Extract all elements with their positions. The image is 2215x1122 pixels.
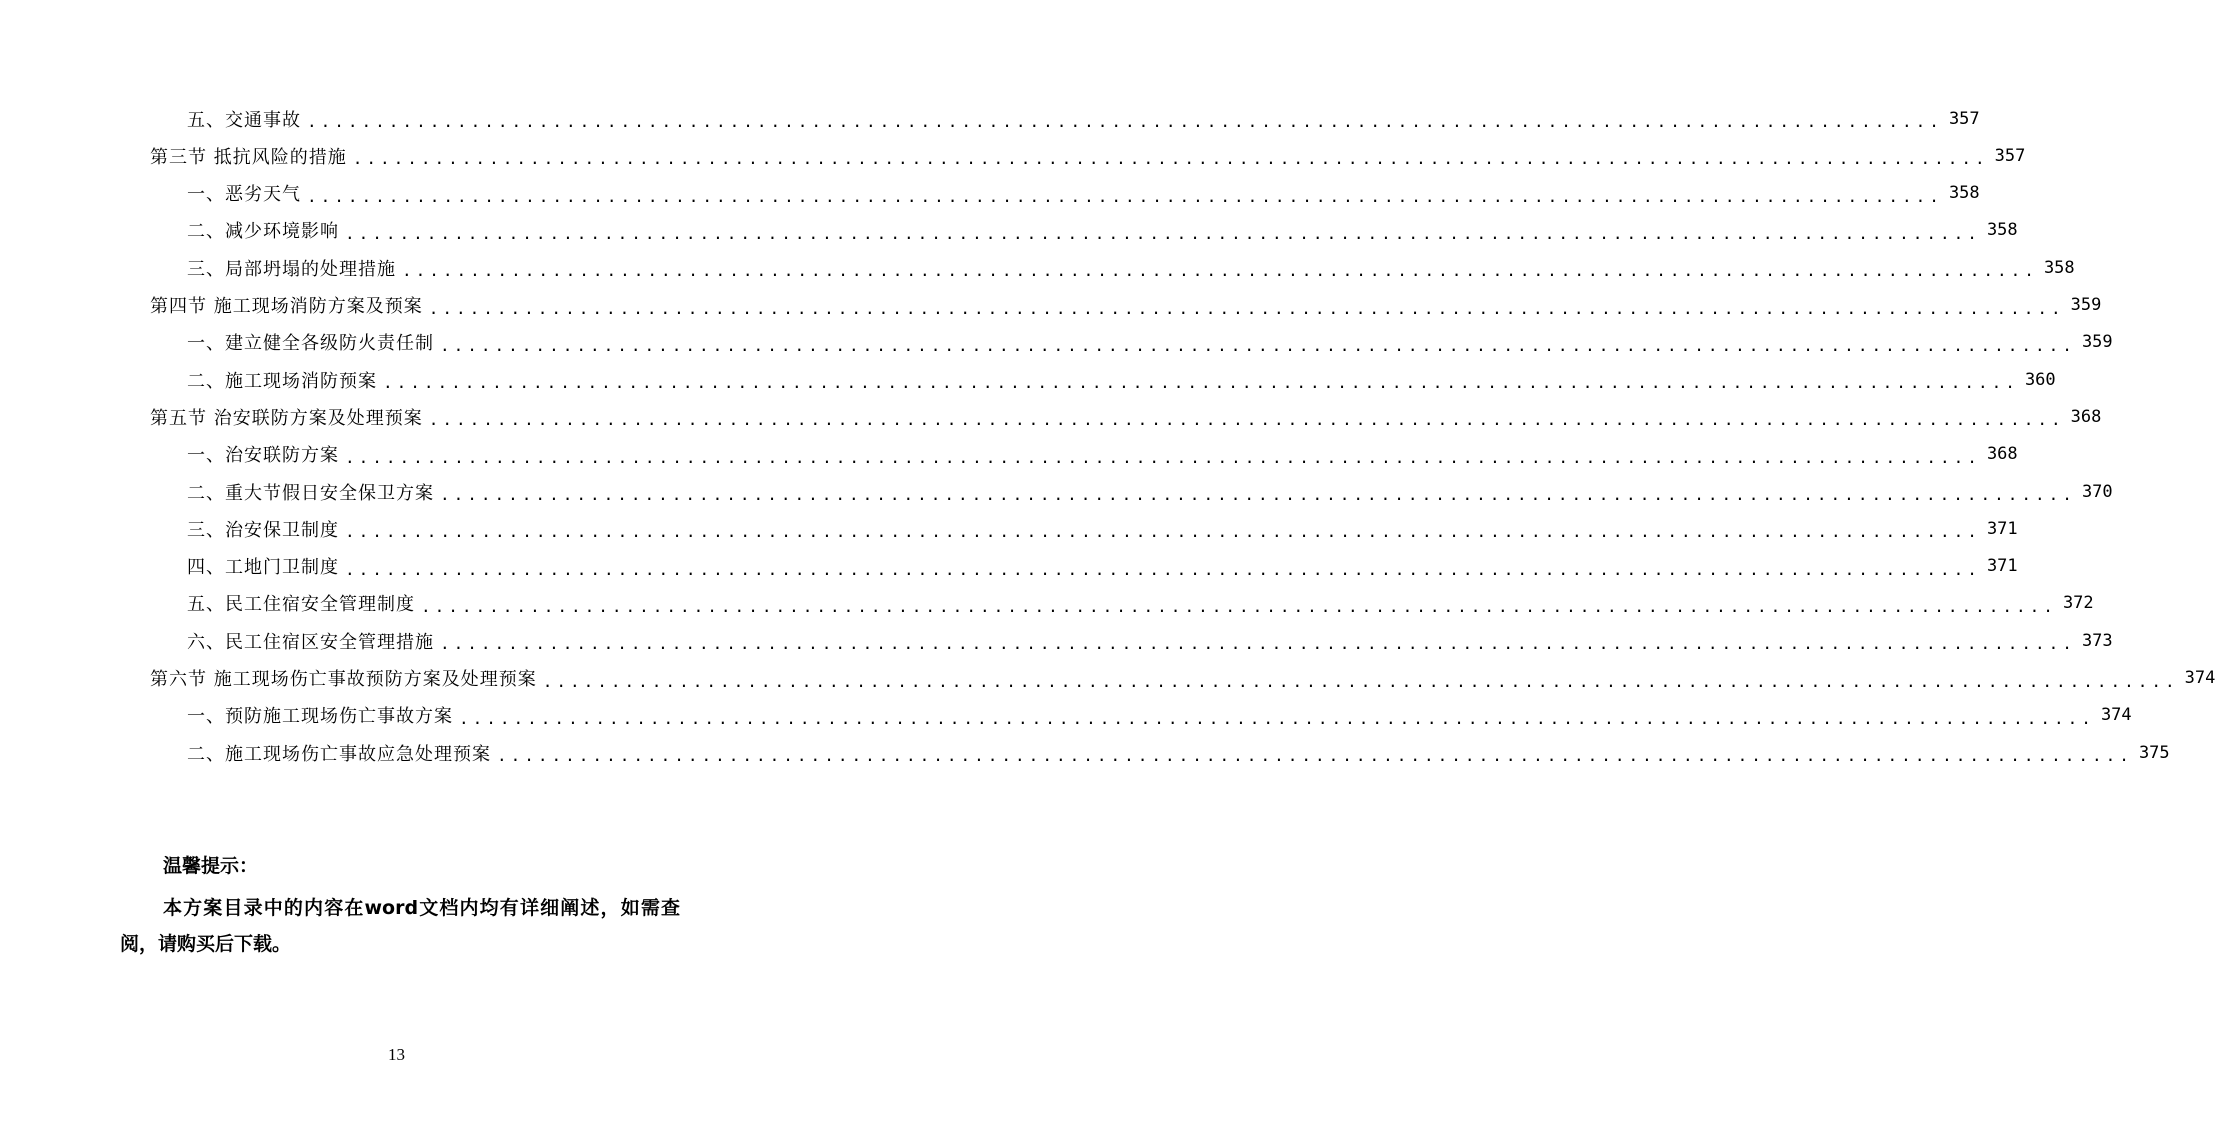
- toc-item-entry: [187, 548, 2018, 585]
- toc-dot-leader: ........................................................................................................................: [307, 186, 1943, 206]
- notice-block: [120, 848, 680, 962]
- toc-dot-leader: ........................................................................................................................: [352, 149, 1989, 169]
- toc-entry-page: 359: [2070, 295, 2102, 315]
- toc-dot-leader: ........................................................................................................................: [345, 522, 1981, 542]
- toc-dot-leader: ........................................................................................................................: [542, 671, 2179, 691]
- toc-dot-leader: ........................................................................................................................: [383, 373, 2019, 393]
- toc-entry-title: 六、民工住宿区安全管理措施: [187, 631, 434, 653]
- toc-entry-page: 358: [2043, 257, 2075, 278]
- toc-entry-title: 一、预防施工现场伤亡事故方案: [187, 706, 453, 728]
- toc-entry-page: 358: [1986, 220, 2018, 241]
- toc-item-entry: [187, 212, 2018, 249]
- toc-entry-page: 368: [2070, 406, 2102, 427]
- toc-section-entry: [150, 137, 2026, 174]
- toc-entry-title: 五、交通事故: [187, 109, 301, 131]
- toc-dot-leader: ........................................................................................................................: [421, 596, 2057, 616]
- toc-dot-leader: ........................................................................................................................: [345, 223, 1981, 243]
- toc-entry-title: 三、治安保卫制度: [187, 519, 339, 541]
- toc-entry-page: 372: [2062, 593, 2094, 614]
- toc-entry-title: 一、建立健全各级防火责任制: [187, 333, 434, 355]
- toc-entry-title: 二、减少环境影响: [187, 221, 339, 243]
- toc-entry-title: 三、局部坍塌的处理措施: [187, 258, 396, 280]
- toc-dot-leader: ........................................................................................................................: [307, 112, 1943, 131]
- toc-dot-leader: ........................................................................................................................: [459, 708, 2095, 728]
- toc-dot-leader: ........................................................................................................................: [428, 298, 2065, 318]
- toc-item-entry: [187, 585, 2094, 622]
- toc-dot-leader: ........................................................................................................................: [440, 485, 2076, 504]
- toc-dot-leader: ........................................................................................................................: [345, 447, 1981, 467]
- toc-dot-leader: ........................................................................................................................: [497, 746, 2133, 766]
- toc-item-entry: [187, 697, 2132, 734]
- toc-entry-title: 二、重大节假日安全保卫方案: [187, 482, 434, 504]
- toc-item-entry: [187, 100, 1980, 137]
- toc-entry-page: 374: [2100, 705, 2132, 726]
- toc-item-entry: [187, 473, 2113, 510]
- toc-entry-page: 357: [1994, 145, 2026, 166]
- toc-entry-title: 二、施工现场伤亡事故应急处理预案: [187, 743, 491, 765]
- toc-dot-leader: ........................................................................................................................: [428, 410, 2065, 430]
- toc-entry-page: 357: [1948, 108, 1980, 129]
- toc-entry-page: 360: [2024, 369, 2056, 390]
- toc-item-entry: [187, 734, 2170, 771]
- toc-entry-page: 375: [2138, 742, 2170, 763]
- toc-section-entry: [150, 398, 2102, 435]
- toc-entry-title: 二、施工现场消防预案: [187, 370, 377, 392]
- toc-section-entry: [150, 660, 2215, 697]
- toc-entry-page: 374: [2184, 668, 2215, 688]
- toc-entry-title: 四、工地门卫制度: [187, 557, 339, 579]
- toc-dot-leader: ........................................................................................................................: [440, 634, 2076, 654]
- toc-entry-title: 五、民工住宿安全管理制度: [187, 594, 415, 616]
- toc-entry-page: 371: [1986, 556, 2018, 577]
- toc-entry-title: 一、恶劣天气: [187, 184, 301, 206]
- toc-entry-title: 第五节 治安联防方案及处理预案: [150, 407, 423, 429]
- toc-entry-page: 371: [1986, 518, 2018, 539]
- toc-entry-page: 370: [2081, 481, 2113, 502]
- toc-entry-title: 第四节 施工现场消防方案及预案: [150, 296, 423, 317]
- toc-entry-page: 373: [2081, 630, 2113, 651]
- toc-entry-title: 第六节 施工现场伤亡事故预防方案及处理预案: [150, 669, 537, 690]
- toc-entry-page: 358: [1948, 183, 1980, 204]
- toc-item-entry: [187, 175, 1980, 212]
- toc-item-entry: [187, 622, 2113, 659]
- toc-item-entry: [187, 510, 2018, 547]
- toc-entry-page: 359: [2081, 332, 2113, 353]
- toc-entry-page: 368: [1986, 444, 2018, 465]
- toc-item-entry: [187, 249, 2075, 286]
- toc-section-entry: [150, 287, 2102, 324]
- toc-entry-title: 第三节 抵抗风险的措施: [150, 146, 347, 168]
- toc-item-entry: [187, 361, 2056, 398]
- toc-dot-leader: ........................................................................................................................: [440, 335, 2076, 355]
- notice-body: 本方案目录中的内容在word文档内均有详细阐述，如需查阅，请购买后下载。: [120, 897, 680, 955]
- toc-item-entry: [187, 436, 2018, 473]
- notice-title: 温馨提示：: [163, 855, 259, 877]
- toc-dot-leader: ........................................................................................................................: [345, 559, 1981, 579]
- toc-dot-leader: ........................................................................................................................: [402, 261, 2038, 281]
- page-number: 13: [388, 1045, 405, 1064]
- toc-entry-title: 一、治安联防方案: [187, 445, 339, 467]
- toc-item-entry: [187, 324, 2113, 361]
